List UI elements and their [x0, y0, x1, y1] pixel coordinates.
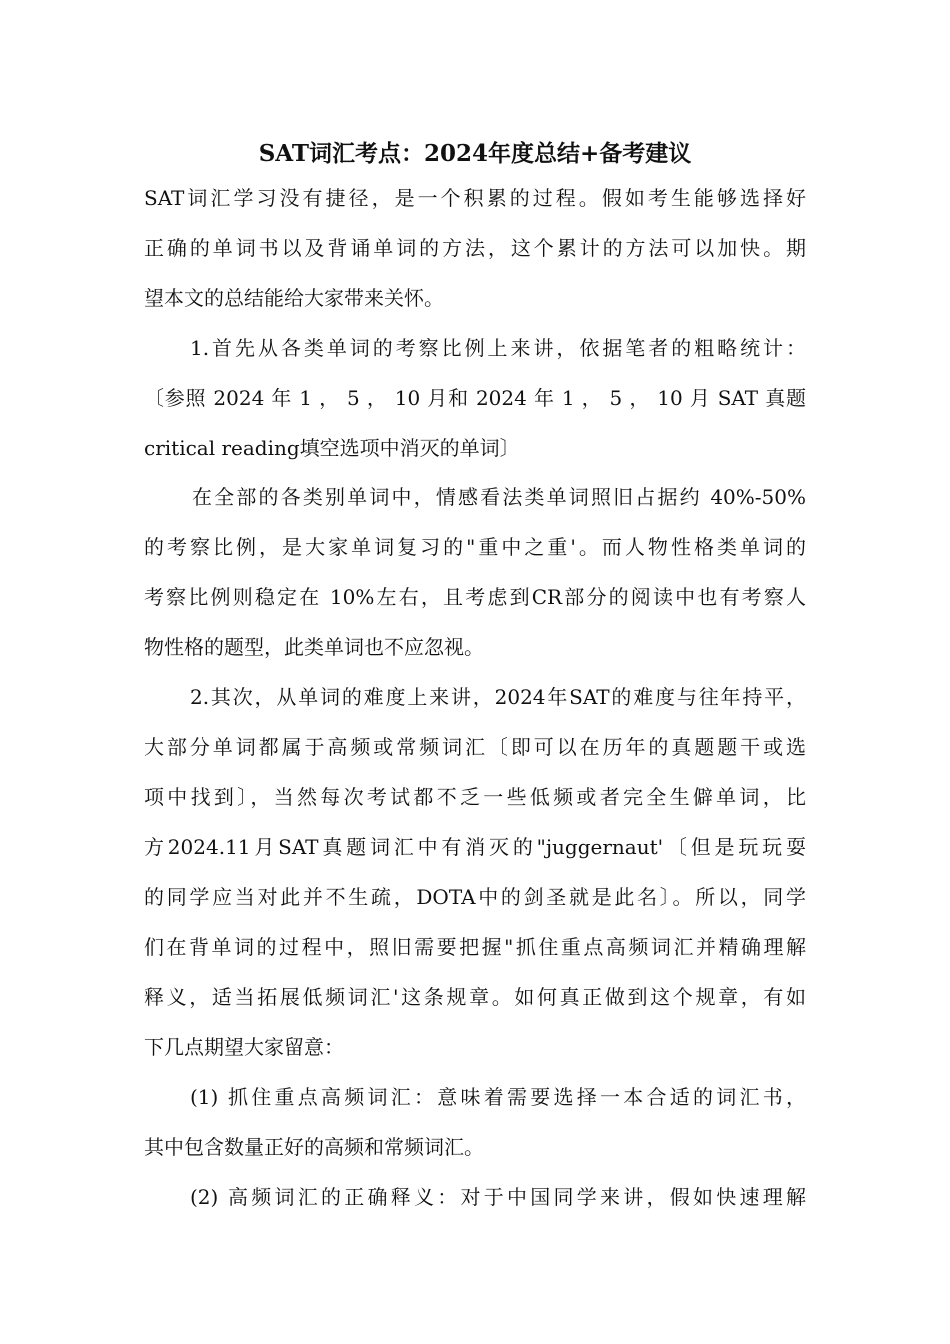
text-line: 1.首先从各类单词的考察比例上来讲，依据笔者的粗略统计： — [190, 336, 806, 360]
text-line: 望本文的总结能给大家带来关怀。 — [144, 286, 444, 310]
text-line: 下几点期望大家留意： — [144, 1035, 344, 1059]
text-line: 方2024.11月SAT真题词汇中有消灭的"juggernaut'〔但是玩玩耍 — [144, 835, 806, 859]
text-line: 的考察比例，是大家单词复习的"重中之重'。而人物性格类单词的 — [144, 535, 806, 559]
text-line: 考察比例则稳定在 10%左右，且考虑到CR部分的阅读中也有考察人 — [144, 585, 806, 609]
text-line: (2) 高频词汇的正确释义：对于中国同学来讲，假如快速理解 — [190, 1185, 806, 1209]
text-line: 大部分单词都属于高频或常频词汇〔即可以在历年的真题题干或选 — [144, 735, 806, 759]
text-line: 释义，适当拓展低频词汇'这条规章。如何真正做到这个规章，有如 — [144, 985, 806, 1009]
text-line: 物性格的题型，此类单词也不应忽视。 — [144, 635, 484, 659]
text-line: 其中包含数量正好的高频和常频词汇。 — [144, 1135, 484, 1159]
document-title: SAT词汇考点：2024年度总结+备考建议 — [258, 140, 692, 167]
text-line: 在全部的各类别单词中，情感看法类单词照旧占据约 40%-50% — [192, 485, 806, 509]
text-line: 项中找到〕，当然每次考试都不乏一些低频或者完全生僻单词，比 — [144, 785, 806, 809]
text-line: SAT词汇学习没有捷径，是一个积累的过程。假如考生能够选择好 — [144, 186, 806, 210]
text-line: 〔参照 2024 年 1 ， 5 ， 10 月和 2024 年 1 ， 5 ， 10 月 SAT 真题 — [144, 386, 806, 410]
text-line: 正确的单词书以及背诵单词的方法，这个累计的方法可以加快。期 — [144, 236, 806, 260]
text-line: critical reading填空选项中消灭的单词〕 — [144, 436, 520, 460]
text-line: 2.其次，从单词的难度上来讲，2024年SAT的难度与往年持平， — [190, 685, 806, 709]
text-line: (1) 抓住重点高频词汇：意味着需要选择一本合适的词汇书， — [190, 1085, 806, 1109]
text-line: 的同学应当对此并不生疏，DOTA中的剑圣就是此名〕。所以，同学 — [144, 885, 806, 909]
text-line: 们在背单词的过程中，照旧需要把握"抓住重点高频词汇并精确理解 — [144, 935, 806, 959]
